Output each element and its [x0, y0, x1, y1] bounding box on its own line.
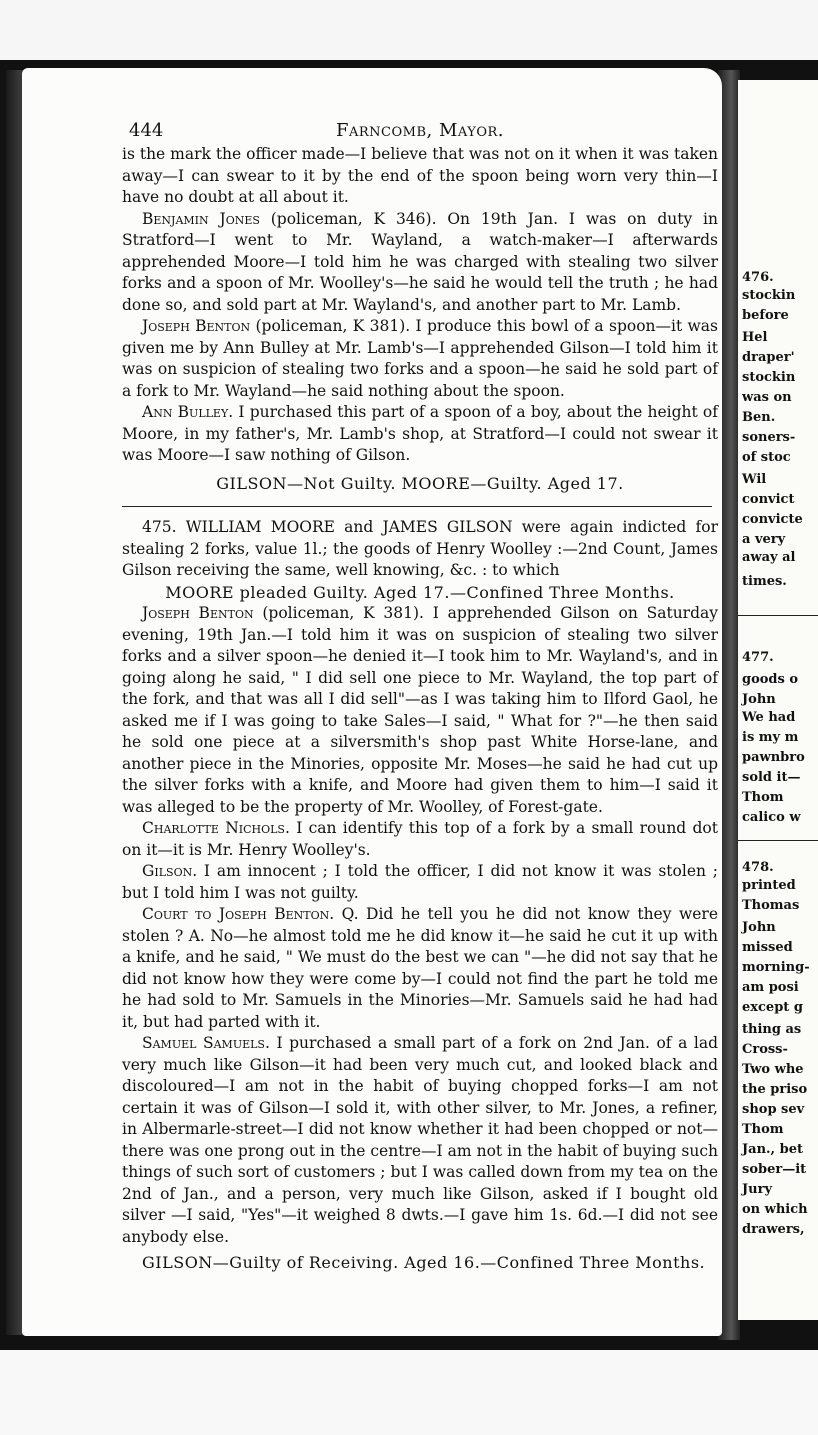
testimony-paragraph: [122, 861, 718, 904]
right-page-line: Jury: [742, 1182, 773, 1197]
running-title: Farncomb, Mayor.: [336, 120, 504, 141]
right-page-line: the priso: [742, 1082, 808, 1097]
page-header: [122, 110, 718, 144]
right-page-line: draper': [742, 350, 795, 365]
right-page-line: Wil: [742, 472, 767, 487]
right-page-line: Hel: [742, 330, 768, 345]
right-page-line: Cross-: [742, 1042, 788, 1057]
testimony-text: (policeman, K 346). On 19th Jan. I was on duty in Stratford—I went to Mr. Wayland, a watch-maker—I afterwards apprehended Moore—I told him he was charged with stealing two silver forks and a spoon of Mr. Woolley's—he said he would tell the truth ; he had done so, and sold part at Mr. Wayland's, and another part to Mr. Lamb.: [122, 209, 718, 314]
speaker-name: Joseph Benton: [142, 604, 254, 622]
right-page-line: We had: [742, 710, 796, 725]
right-page-line: Thom: [742, 1122, 784, 1137]
testimony-paragraph: [122, 144, 718, 209]
right-page-line: pawnbro: [742, 750, 805, 765]
right-page-line: Thom: [742, 790, 784, 805]
case-475-intro: 475. WILLIAM MOORE and JAMES GILSON were again indicted for stealing 2 forks, value 1l.; the goods of Henry Woolley :—2nd Count, James Gilson receiving the same, well knowing, &c. : to which: [122, 518, 718, 579]
right-page-line: soners-: [742, 430, 796, 445]
right-page-line: is my m: [742, 730, 799, 745]
right-page-separator: [738, 840, 818, 841]
right-page-line: before: [742, 308, 789, 323]
right-page-line: morning-: [742, 960, 810, 975]
right-page-line: 478.: [742, 860, 774, 875]
case-475-plea: MOORE pleaded Guilty. Aged 17.—Confined Three Months.: [165, 582, 675, 602]
testimony-text: . I purchased this part of a spoon of a boy, about the height of Moore, in my father's, Mr. Lamb's shop, at Stratford—I could not swear it was Moore—I saw nothing of Gilson.: [122, 403, 718, 464]
testimony-text: (policeman, K 381). I produce this bowl of a spoon—it was given me by Ann Bulley at Mr. Lamb's—I apprehended Gilson—I told him it was on suspicion of stealing two forks and a spoon—he said he sold part of a fork to Mr. Wayland—he said nothing about the spoon.: [122, 317, 718, 400]
right-page-line: Thomas: [742, 898, 800, 913]
page-number: 444: [129, 120, 164, 141]
right-page-line: calico w: [742, 810, 801, 825]
scan-background-bottom: [0, 1350, 818, 1435]
testimony-text: . I can identify this top of a fork by a small round dot on it—it is Mr. Henry Woolley's.: [122, 819, 718, 859]
speaker-name: Gilson: [142, 862, 193, 880]
right-page-line: except g: [742, 1000, 803, 1015]
right-page-line: Jan., bet: [742, 1142, 803, 1157]
testimony-text: is the mark the officer made—I believe that was not on it when it was taken away—I can swear to it by the end of the spoon being worn very thin—I have no doubt at all about it.: [122, 145, 718, 206]
speaker-name: Court to Joseph Benton: [142, 905, 330, 923]
right-page-line: of stoc: [742, 450, 791, 465]
right-page-line: was on: [742, 390, 792, 405]
right-page-line: missed: [742, 940, 793, 955]
right-page-line: sold it—: [742, 770, 801, 785]
right-page-line: sober—it: [742, 1162, 807, 1177]
testimony-paragraph: [122, 1033, 718, 1248]
right-page-line: 476.: [742, 270, 774, 285]
speaker-name: Benjamin Jones: [142, 209, 260, 228]
right-page-line: convicte: [742, 512, 803, 527]
right-page-line: John: [742, 692, 776, 707]
page-content: [122, 110, 718, 1274]
right-page-line: drawers,: [742, 1222, 805, 1237]
right-page-line: Ben.: [742, 410, 776, 425]
testimony-block-2: [122, 603, 718, 1248]
testimony-block-1: [122, 144, 718, 467]
testimony-paragraph: [122, 209, 718, 317]
right-page-line: 477.: [742, 650, 774, 665]
right-page-line: away al: [742, 550, 796, 565]
verdict-1: GILSON—Not Guilty. MOORE—Guilty. Aged 17.: [216, 473, 624, 493]
right-page-line: times.: [742, 574, 787, 589]
testimony-text: . Q. Did he tell you he did not know they were stolen ? A. No—he almost told me he did know it—he said he cut it up with a knife, and he said, " We must do the best we can "—he did not say that he did not know how they were come by—I could not find the part he told me he had sold to Mr. Samuels in the Minories—Mr. Samuels said he had had it, but had parted with it.: [122, 905, 718, 1031]
right-page-line: goods o: [742, 672, 799, 687]
testimony-text: . I purchased a small part of a fork on 2nd Jan. of a lad very much like Gilson—it had been very much cut, and looked black and discoloured—I am not in the habit of buying chopped forks—I am not certain it was of Gilson—I sold it, with other silver, to Mr. Jones, a refiner, in Albermarle-street—I did not know whether it had been chopped or not—there was one prong out in the centre—I am not in the habit of buying such things of such sort of customers ; but I was called down from my tea on the 2nd of Jan., and a person, very much like Gilson, asked if I bought old silver —I said, "Yes"—it weighed 8 dwts.—I gave him 1s. 6d.—I did not see anybody else.: [122, 1034, 719, 1246]
case-separator: [122, 506, 712, 507]
speaker-name: Ann Bulley: [142, 403, 229, 421]
right-page-line: thing as: [742, 1022, 802, 1037]
right-page-line: John: [742, 920, 776, 935]
testimony-paragraph: [122, 402, 718, 467]
right-page-line: shop sev: [742, 1102, 805, 1117]
right-page-line: stockin: [742, 370, 796, 385]
testimony-paragraph: [122, 818, 718, 861]
right-page-line: on which: [742, 1202, 808, 1217]
verdict-2: GILSON—Guilty of Receiving. Aged 16.—Confined Three Months.: [142, 1253, 706, 1272]
testimony-paragraph: [122, 316, 718, 402]
testimony-text: . I am innocent ; I told the officer, I did not know it was stolen ; but I told him I was not guilty.: [122, 862, 718, 902]
testimony-paragraph: [122, 603, 718, 818]
speaker-name: Samuel Samuels: [142, 1034, 265, 1052]
testimony-text: (policeman, K 381). I apprehended Gilson on Saturday evening, 19th Jan.—I told him it was on suspicion of stealing two silver forks and a silver spoon—he denied it—I took him to Mr. Wayland's, and in going along he said, " I did sell one piece to Mr. Wayland, the top part of the fork, and that was all I did sell"—as I was taking him to Ilford Gaol, he asked me if I was going to take Sales—I said, " What for ?"—he then said he sold one piece at a silversmith's shop past White Horse-lane, and another piece in the Minories, opposite Mr. Moses—he said he had cut up the silver forks with a knife, and Moore had given them to him—I said it was alleged to be the property of Mr. Woolley, of Forest-gate.: [122, 604, 718, 816]
speaker-name: Charlotte Nichols: [142, 819, 285, 837]
right-page-line: am posi: [742, 980, 799, 995]
testimony-paragraph: [122, 904, 718, 1033]
right-page-line: a very: [742, 532, 786, 547]
speaker-name: Joseph Benton: [142, 317, 251, 335]
right-page-line: printed: [742, 878, 796, 893]
right-page-line: convict: [742, 492, 795, 507]
right-page-line: stockin: [742, 288, 796, 303]
right-page-line: Two whe: [742, 1062, 804, 1077]
right-page-fragment: [738, 80, 818, 1320]
right-page-separator: [738, 615, 818, 616]
